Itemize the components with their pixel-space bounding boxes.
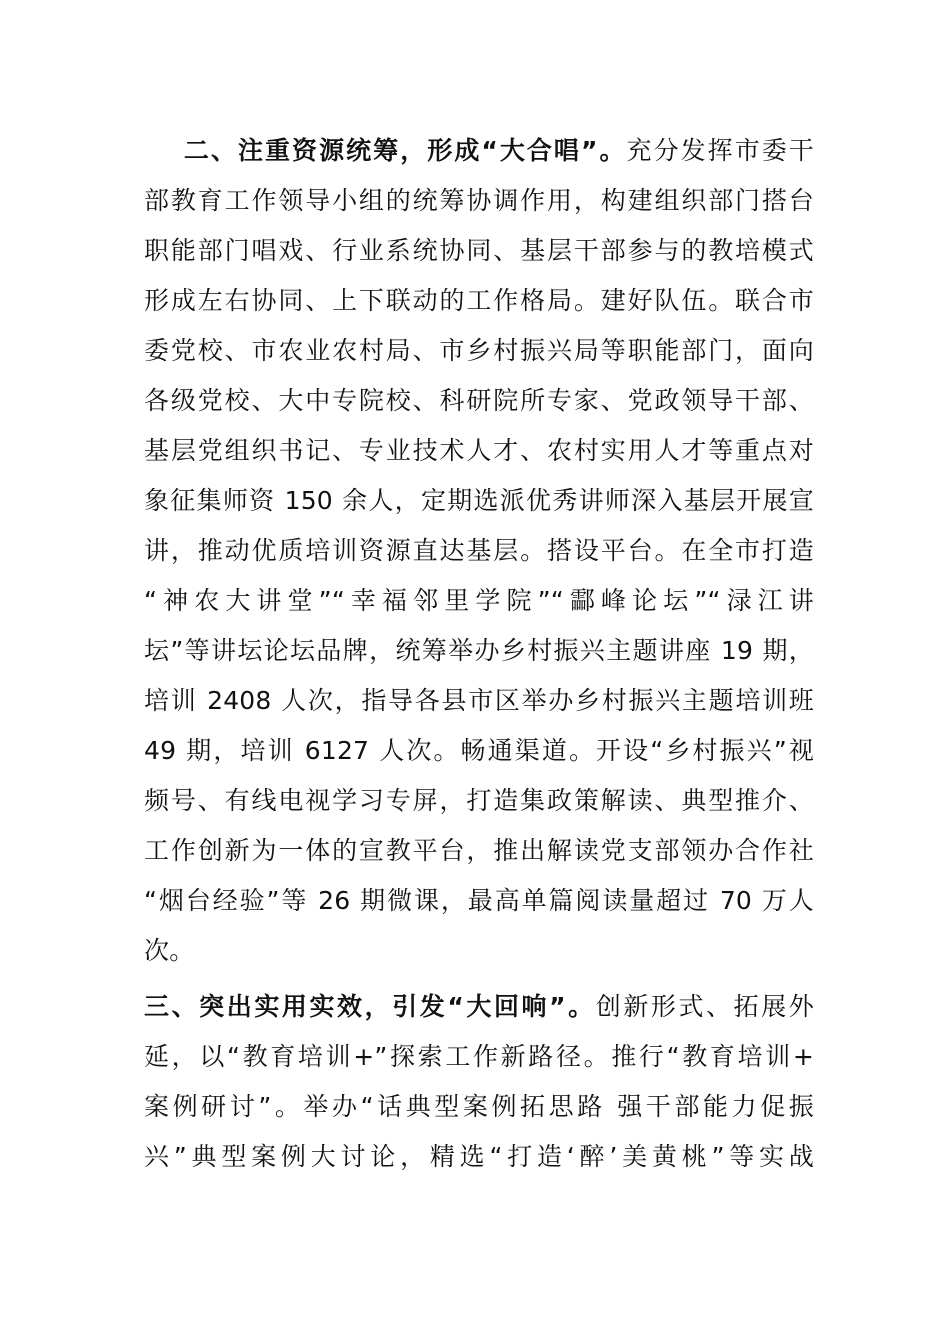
- text-line: “烟台经验”等 26 期微课，最高单篇阅读量超过 70 万人: [144, 886, 814, 915]
- text-line: 工作创新为一体的宣教平台，推出解读党支部领办合作社: [144, 836, 814, 865]
- text-line: 49 期，培训 6127 人次。畅通渠道。开设“乡村振兴”视: [144, 736, 814, 765]
- text-line: 坛”等讲坛论坛品牌，统筹举办乡村振兴主题讲座 19 期，: [144, 636, 814, 665]
- text-line: 案例研讨”。举办“话典型案例拓思路 强干部能力促振: [144, 1092, 814, 1121]
- text-line: 充分发挥市委干: [626, 136, 814, 165]
- section-heading: 三、突出实用实效，引发“大回响”。: [144, 992, 596, 1021]
- text-line: 形成左右协同、上下联动的工作格局。建好队伍。联合市: [144, 286, 814, 315]
- text-line: 各级党校、大中专院校、科研院所专家、党政领导干部、: [144, 386, 814, 415]
- text-line: 职能部门唱戏、行业系统协同、基层干部参与的教培模式: [144, 236, 814, 265]
- text-line: 象征集师资 150 余人，定期选派优秀讲师深入基层开展宣: [144, 486, 814, 515]
- paragraph-resource-coordination: [144, 126, 814, 976]
- text-line: 委党校、市农业农村局、市乡村振兴局等职能部门，面向: [144, 336, 814, 365]
- paragraph-first-line: [144, 982, 814, 1032]
- text-line: 部教育工作领导小组的统筹协调作用，构建组织部门搭台: [144, 186, 814, 215]
- text-line: 培训 2408 人次，指导各县市区举办乡村振兴主题培训班: [144, 686, 814, 715]
- text-line: 延，以“教育培训+”探索工作新路径。推行“教育培训+: [144, 1042, 814, 1071]
- paragraph-practical-results: [144, 982, 814, 1182]
- text-line: “神农大讲堂”“幸福邻里学院”“酃峰论坛”“渌江讲: [144, 586, 814, 615]
- paragraph-first-line: [144, 126, 814, 176]
- text-line: 创新形式、拓展外: [595, 992, 814, 1021]
- text-line: 频号、有线电视学习专屏，打造集政策解读、典型推介、: [144, 786, 814, 815]
- text-line: 基层党组织书记、专业技术人才、农村实用人才等重点对: [144, 436, 814, 465]
- text-line: 讲，推动优质培训资源直达基层。搭设平台。在全市打造: [144, 536, 814, 565]
- text-line: 兴”典型案例大讨论，精选“打造‘醉’美黄桃”等实战: [144, 1142, 814, 1171]
- text-line-last: 次。: [144, 936, 195, 965]
- section-heading: 二、注重资源统筹，形成“大合唱”。: [182, 136, 627, 165]
